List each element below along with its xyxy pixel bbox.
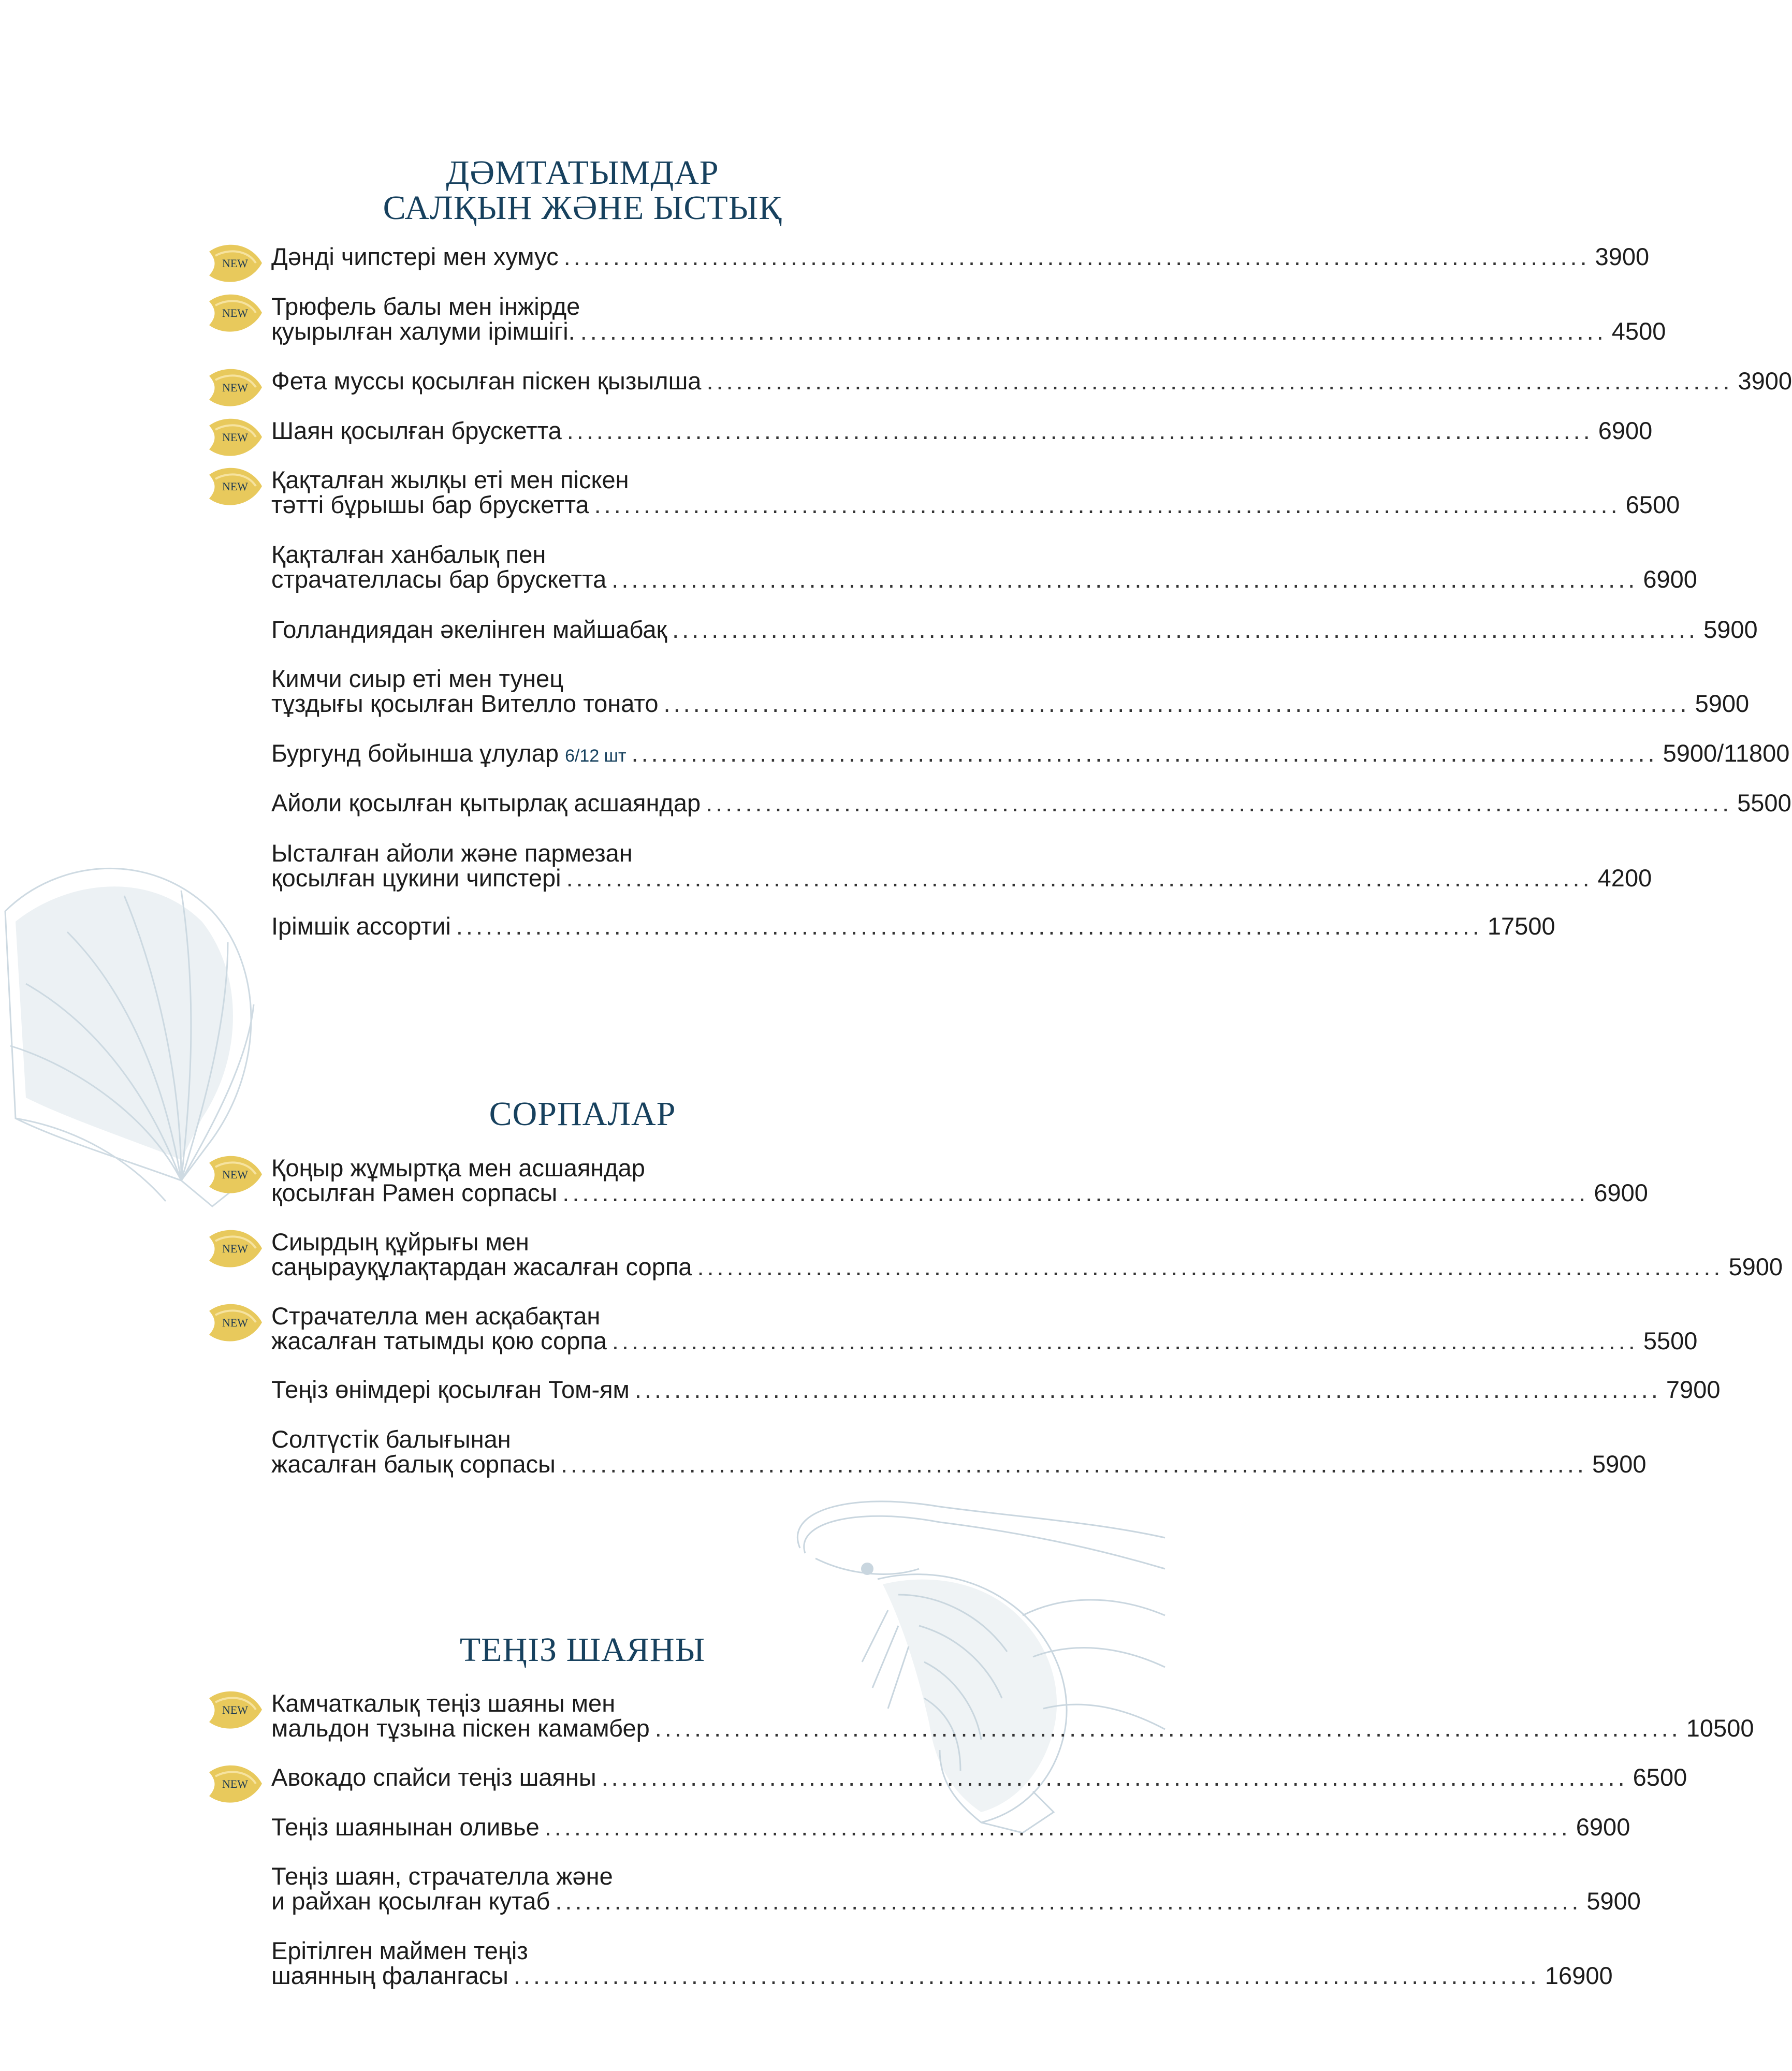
item-price: 5900 [1703, 616, 1758, 643]
dot-leader: ........................................................................................................ [562, 1179, 1589, 1206]
menu-item [222, 367, 1792, 395]
item-price: 5900 [1586, 1887, 1641, 1915]
item-name: Голландиядан әкелінген майшабақ [271, 616, 667, 643]
menu-item [222, 1689, 1754, 1742]
new-badge-label: NEW [222, 381, 249, 394]
menu-item [271, 1376, 1721, 1403]
item-price: 6900 [1576, 1813, 1630, 1841]
item-price: 6500 [1625, 491, 1680, 518]
section-title-line: САЛҚЫН ЖӘНЕ ЫСТЫҚ [383, 189, 782, 227]
item-name-line1: Солтүстік балығынан [271, 1425, 511, 1453]
item-name: Теңіз шаянынан оливье [271, 1813, 540, 1841]
dot-leader: ........................................................................................................ [566, 417, 1593, 444]
menu-item [271, 1813, 1630, 1841]
item-name-line1: Кимчи сиыр еті мен тунец [271, 665, 564, 692]
item-price: 6500 [1633, 1763, 1687, 1791]
menu-item [271, 739, 1790, 768]
new-badge-label: NEW [222, 480, 249, 493]
new-badge-label: NEW [222, 307, 249, 319]
menu-item [222, 417, 1653, 444]
new-badge-icon [204, 367, 266, 409]
item-name-line1: Трюфель балы мен інжірде [271, 293, 580, 320]
menu-item [222, 1228, 1783, 1280]
dot-leader: ........................................................................................................ [513, 1962, 1540, 1989]
item-price: 4200 [1597, 864, 1652, 892]
menu-item [222, 243, 1650, 270]
dot-leader: ........................................................................................................ [611, 565, 1638, 593]
item-name: жасалған татымды қою сорпа [271, 1327, 607, 1354]
item-name: шаянның фалангасы [271, 1962, 508, 1989]
item-price: 3900 [1595, 243, 1650, 270]
new-badge-label: NEW [222, 1168, 249, 1181]
item-price: 5900 [1695, 690, 1750, 717]
item-name-line1: Сиырдың құйрығы мен [271, 1228, 529, 1256]
item-name: Шаян қосылған брускетта [271, 417, 562, 444]
item-name: Бургунд бойынша ұлулар [271, 739, 559, 767]
dot-leader: ........................................................................................................ [706, 367, 1733, 395]
section-title-line: ТЕҢІЗ ШАЯНЫ [459, 1631, 706, 1669]
item-name-line1: Қақталған ханбалық пен [271, 541, 546, 568]
item-name: тәтті бұрышы бар брускетта [271, 491, 589, 518]
item-price: 16900 [1545, 1962, 1613, 1989]
item-price: 6900 [1598, 417, 1653, 444]
new-badge-label: NEW [222, 1242, 249, 1255]
menu-item [271, 839, 1652, 892]
new-badge-icon [204, 1154, 266, 1196]
item-name-line1: Ерітілген маймен теңіз [271, 1937, 528, 1964]
item-name: қосылған Рамен сорпасы [271, 1179, 558, 1206]
item-name-line1: Камчаткалық теңіз шаяны мен [271, 1689, 616, 1717]
menu-item [271, 912, 1555, 940]
item-name: Дәнді чипстері мен хумус [271, 243, 559, 270]
item-name: Айоли қосылған қытырлақ асшаяндар [271, 789, 701, 816]
new-badge-icon [204, 1228, 266, 1270]
section-title-appetizers [0, 155, 1165, 226]
item-price: 17500 [1487, 912, 1555, 940]
item-name-line1: Ысталған айоли және пармезан [271, 839, 633, 867]
item-name-line1: Қақталған жылқы еті мен піскен [271, 466, 629, 493]
item-name: тұздығы қосылған Вителло тонато [271, 690, 659, 717]
item-name: мальдон тұзына піскен камамбер [271, 1714, 650, 1742]
new-badge-icon [204, 1689, 266, 1731]
dot-leader: ........................................................................................................ [654, 1714, 1681, 1742]
item-name-line1: Теңіз шаян, страчателла және [271, 1862, 613, 1890]
item-price: 6900 [1594, 1179, 1648, 1206]
new-badge-label: NEW [222, 257, 249, 270]
dot-leader: ........................................................................................................ [563, 243, 1590, 270]
menu-item [271, 616, 1758, 643]
section-title-soups [0, 1097, 1165, 1132]
new-badge-icon [204, 1763, 266, 1805]
item-name: жасалған балық сорпасы [271, 1450, 556, 1478]
item-price: 5900 [1592, 1450, 1647, 1478]
new-badge-icon [204, 292, 266, 334]
item-name: қуырылған халуми ірімшігі. [271, 317, 575, 345]
item-name: Авокадо спайси теңіз шаяны [271, 1763, 596, 1791]
new-badge-label: NEW [222, 1777, 249, 1790]
section-title-line: ДӘМТАТЫМДАР [446, 154, 719, 192]
menu-item [271, 1937, 1613, 1989]
item-price: 5500 [1643, 1327, 1698, 1354]
item-price: 5900/11800 [1663, 739, 1790, 767]
dot-leader: ........................................................................................................ [611, 1327, 1638, 1354]
menu-item [271, 1425, 1647, 1478]
item-portion-note: 6/12 шт [565, 746, 627, 766]
new-badge-icon [204, 1302, 266, 1344]
menu-item [222, 466, 1680, 518]
dot-leader: ........................................................................................................ [706, 789, 1732, 816]
dot-leader: ........................................................................................................ [672, 616, 1699, 643]
new-badge-icon [204, 416, 266, 459]
menu-item [222, 293, 1666, 345]
new-badge-label: NEW [222, 1703, 249, 1716]
item-name-line1: Страчателла мен асқабақтан [271, 1302, 601, 1330]
dot-leader: ........................................................................................................ [697, 1253, 1724, 1280]
section-title-line: СОРПАЛАР [489, 1095, 676, 1133]
item-name: қосылған цукини чипстері [271, 864, 561, 892]
item-name: и райхан қосылған кутаб [271, 1887, 550, 1915]
dot-leader: ........................................................................................................ [634, 1376, 1661, 1403]
dot-leader: ........................................................................................................ [631, 739, 1658, 767]
new-badge-label: NEW [222, 1316, 249, 1329]
menu-item [222, 1763, 1687, 1791]
dot-leader: ........................................................................................................ [663, 690, 1690, 717]
dot-leader: ........................................................................................................ [560, 1450, 1587, 1478]
new-badge-icon [204, 242, 266, 285]
item-price: 5900 [1728, 1253, 1783, 1280]
item-name: Фета муссы қосылған піскен қызылша [271, 367, 702, 395]
dot-leader: ........................................................................................................ [594, 491, 1621, 518]
item-price: 3900 [1738, 367, 1792, 395]
item-price: 7900 [1666, 1376, 1721, 1403]
menu-item [222, 1302, 1698, 1354]
item-price: 6900 [1643, 565, 1697, 593]
new-badge-icon [204, 465, 266, 508]
menu-item [222, 1154, 1648, 1206]
item-name-line1: Қоңыр жұмыртқа мен асшаяндар [271, 1154, 645, 1182]
item-name: Теңіз өнімдері қосылған Том-ям [271, 1376, 630, 1403]
dot-leader: ........................................................................................................ [555, 1887, 1582, 1915]
section-title-crab [0, 1632, 1165, 1668]
item-name: Ірімшік ассортиі [271, 912, 451, 940]
dot-leader: ........................................................................................................ [580, 317, 1607, 345]
item-price: 4500 [1611, 317, 1666, 345]
dot-leader: ........................................................................................................ [456, 912, 1482, 940]
menu-item [271, 1862, 1641, 1915]
dot-leader: ........................................................................................................ [566, 864, 1593, 892]
new-badge-label: NEW [222, 431, 249, 444]
item-price: 10500 [1686, 1714, 1754, 1742]
item-name: саңырауқұлақтардан жасалған сорпа [271, 1253, 692, 1280]
dot-leader: ........................................................................................................ [601, 1763, 1628, 1791]
menu-item [271, 541, 1697, 593]
item-price: 5500 [1737, 789, 1791, 816]
dot-leader: ........................................................................................................ [544, 1813, 1571, 1841]
item-name: страчателласы бар брускетта [271, 565, 607, 593]
menu-item [271, 789, 1791, 816]
menu-item [271, 665, 1750, 717]
